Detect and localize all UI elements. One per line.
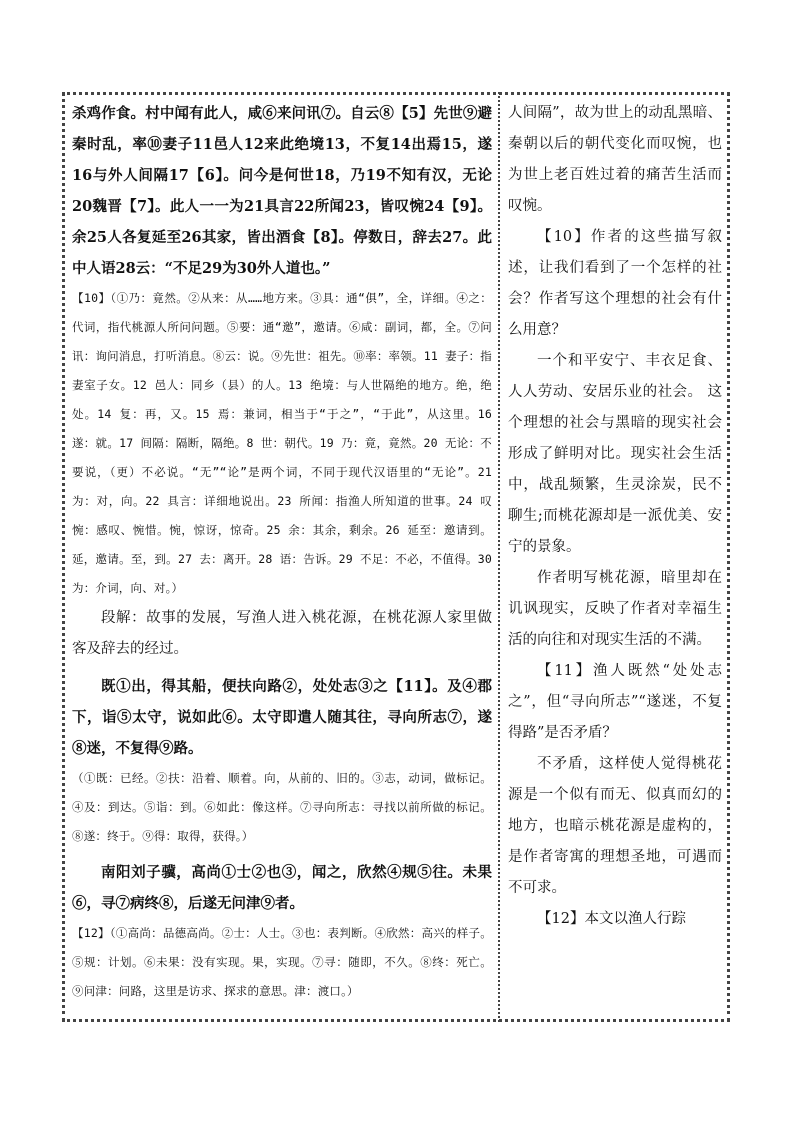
analysis-continuation: 人间隔”，故为世上的动乱黑暗、秦朝以后的朝代变化而叹惋，也为世上老百姓过着的痛苦生活而叹惋。 bbox=[508, 105, 722, 214]
section-summary: 段解：故事的发展，写渔人进入桃花源，在桃花源人家里做客及辞去的经过。 bbox=[72, 610, 492, 657]
question-10: 【10】作者的这些描写叙述，让我们看到了一个怎样的社会？作者写这个理想的社会有什么用意？ bbox=[508, 229, 722, 338]
question-11: 【11】渔人既然“处处志之”，但“寻向所志”“遂迷，不复得路”是否矛盾？ bbox=[508, 663, 722, 741]
left-column bbox=[72, 98, 492, 1006]
answer-11: 不矛盾，这样使人觉得桃花源是一个似有而无、似真而幻的地方，也暗示桃花源是虚构的，是作者寄寓的理想圣地，可遇而不可求。 bbox=[508, 756, 722, 896]
question-12: 【12】本文以渔人行踪 bbox=[537, 911, 686, 927]
classical-text-paragraph-1: 杀鸡作食。村中闻有此人，咸⑥来问讯⑦。自云⑧【5】先世⑨避秦时乱，率⑩妻子11邑人12来此绝境13，不复14出焉15，遂16与外人间隔17【6】。问今是何世18，乃19不知有汉，无论20魏晋【7】。此人一一为21具言22所闻23，皆叹惋24【9】。余25人各复延至26其家，皆出酒食【8】。停数日，辞去27。此中人语28云：“不足29为30外人道也。” bbox=[72, 105, 492, 277]
answer-10-part-2: 作者明写桃花源，暗里却在讥讽现实，反映了作者对幸福生活的向往和对现实生活的不满。 bbox=[508, 570, 722, 648]
classical-text-paragraph-2: 既①出，得其船，便扶向路②，处处志③之【11】。及④郡下，诣⑤太守，说如此⑥。太守即遣人随其往，寻向所志⑦，遂⑧迷，不复得⑨路。 bbox=[72, 678, 492, 757]
column-divider bbox=[498, 92, 500, 1022]
annotation-notes-2: （①既：已经。②扶：沿着、顺着。向，从前的、旧的。③志，动词，做标记。④及：到达。⑤诣：到。⑥如此：像这样。⑦寻向所志：寻找以前所做的标记。⑧遂：终于。⑨得：取得，获得。） bbox=[72, 771, 492, 843]
classical-text-paragraph-3: 南阳刘子骥，高尚①士②也③，闻之，欣然④规⑤往。未果⑥，寻⑦病终⑧，后遂无问津⑨者。 bbox=[72, 864, 492, 912]
right-column bbox=[508, 98, 722, 935]
annotation-notes-3: 【12】（①高尚：品德高尚。②士：人士。③也：表判断。④欣然：高兴的样子。⑤规：计划。⑥未果：没有实现。果，实现。⑦寻：随即，不久。⑧终：死亡。⑨问津：问路，这里是访求、探求的意思。津：渡口。） bbox=[72, 926, 492, 998]
annotation-notes-1: 【10】（①乃：竟然。②从来：从……地方来。③具：通“俱”，全，详细。④之：代词，指代桃源人所问问题。⑤要：通“邀”，邀请。⑥咸：副词，都，全。⑦问讯：询问消息，打听消息。⑧云：说。⑨先世：祖先。⑩率：率领。11 妻子：指妻室子女。12 邑人：同乡（县）的人。13 绝境：与人世隔绝的地方。绝，绝处。14 复：再，又。15 焉：兼词，相当于“于之”，“于此”，从这里。16 遂：就。17 间隔：隔断，隔绝。8 世：朝代。19 乃：竟，竟然。20 无论：不要说，（更）不必说。“无”“论”是两个词，不同于现代汉语里的“无论”。21 为：对，向。22 具言：详细地说出。23 所闻：指渔人所知道的世事。24 叹惋：感叹、惋惜。惋，惊讶，惊奇。25 余：其余，剩余。26 延至：邀请到。延，邀请。至，到。27 去：离开。28 语：告诉。29 不足：不必，不值得。30 为：介词，向、对。） bbox=[72, 291, 492, 595]
answer-10-part-1: 一个和平安宁、丰衣足食、人人劳动、安居乐业的社会。 这个理想的社会与黑暗的现实社会形成了鲜明对比。现实社会生活中，战乱频繁，生灵涂炭，民不聊生;而桃花源却是一派优美、安宁的景象。 bbox=[508, 353, 722, 555]
